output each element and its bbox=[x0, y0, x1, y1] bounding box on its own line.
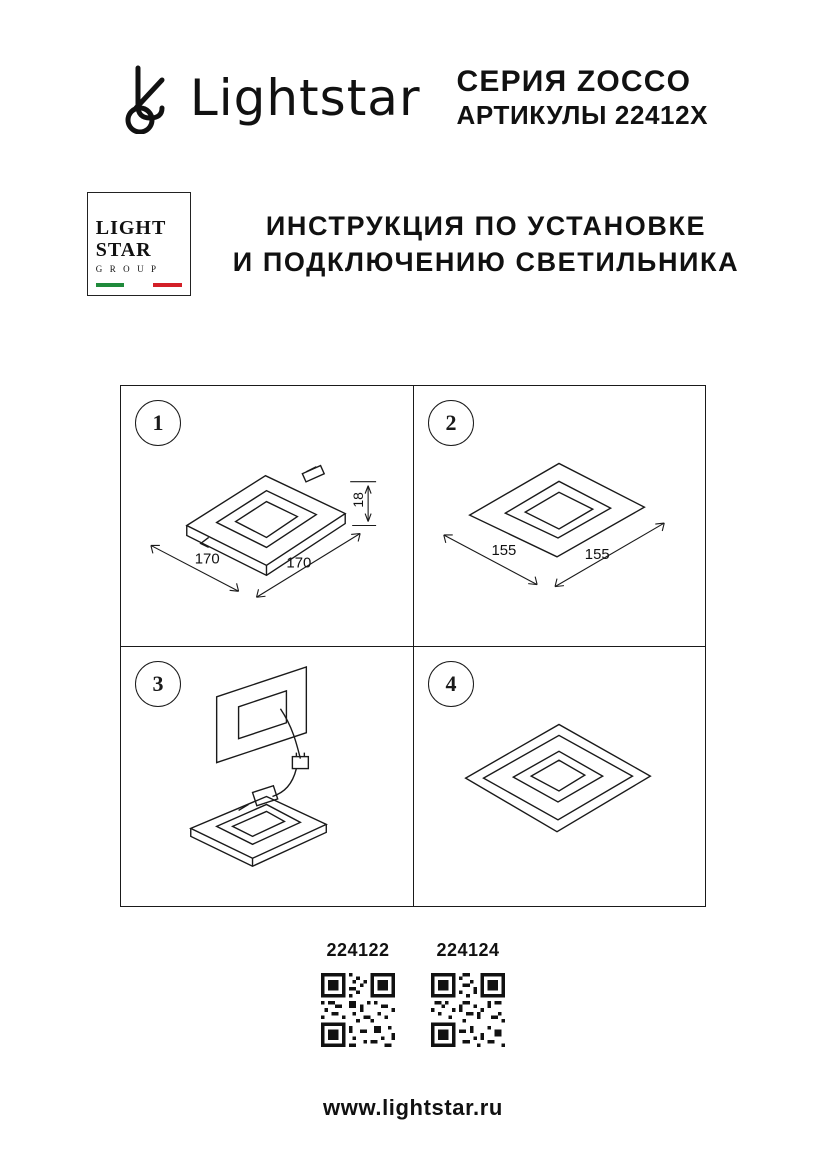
instruction-title bbox=[233, 208, 739, 281]
code-label: 224122 bbox=[326, 940, 390, 960]
badge-line-1: LIGHT bbox=[95, 216, 167, 239]
code-label: 224124 bbox=[436, 940, 500, 960]
dimension-width-1: 170 bbox=[194, 550, 220, 568]
brand-wordmark: Lightstar bbox=[189, 69, 421, 127]
step-number-3: 3 bbox=[135, 661, 181, 707]
qr-codes-row bbox=[0, 940, 826, 1052]
qr-code-224124[interactable] bbox=[431, 973, 505, 1047]
dimension-width-2: 155 bbox=[491, 542, 517, 559]
step-cell-3 bbox=[121, 646, 413, 906]
qr-code-224122[interactable] bbox=[321, 973, 395, 1047]
step-cell-1 bbox=[121, 386, 413, 646]
lightstar-group-badge bbox=[87, 192, 191, 296]
instruction-line-1: ИНСТРУКЦИЯ ПО УСТАНОВКЕ bbox=[265, 210, 707, 241]
dimension-depth-2: 155 bbox=[584, 546, 610, 563]
series-block bbox=[457, 64, 709, 132]
dimension-height-1: 18 bbox=[350, 492, 367, 508]
code-item bbox=[321, 940, 395, 1052]
step-number-2: 2 bbox=[428, 400, 474, 446]
website-url[interactable]: www.lightstar.ru bbox=[323, 1095, 503, 1120]
step-cell-2 bbox=[413, 386, 705, 646]
subheader bbox=[0, 192, 826, 296]
dimension-depth-1: 170 bbox=[286, 554, 312, 572]
step-number-1: 1 bbox=[135, 400, 181, 446]
steps-grid bbox=[120, 385, 706, 907]
page-header bbox=[0, 0, 826, 134]
series-title: СЕРИЯ ZOCCO bbox=[456, 64, 692, 98]
step-number-4: 4 bbox=[428, 661, 474, 707]
brand-logo bbox=[118, 62, 421, 134]
step-cell-4 bbox=[413, 646, 705, 906]
lightstar-logo-icon bbox=[118, 62, 184, 134]
italy-flag-icon bbox=[96, 283, 182, 287]
badge-line-2: STAR bbox=[95, 238, 152, 261]
instruction-line-2: И ПОДКЛЮЧЕНИЮ СВЕТИЛЬНИКА bbox=[232, 247, 740, 277]
badge-line-3: G R O U P bbox=[95, 264, 159, 275]
code-item bbox=[431, 940, 505, 1052]
series-articles: АРТИКУЛЫ 22412X bbox=[456, 100, 709, 131]
